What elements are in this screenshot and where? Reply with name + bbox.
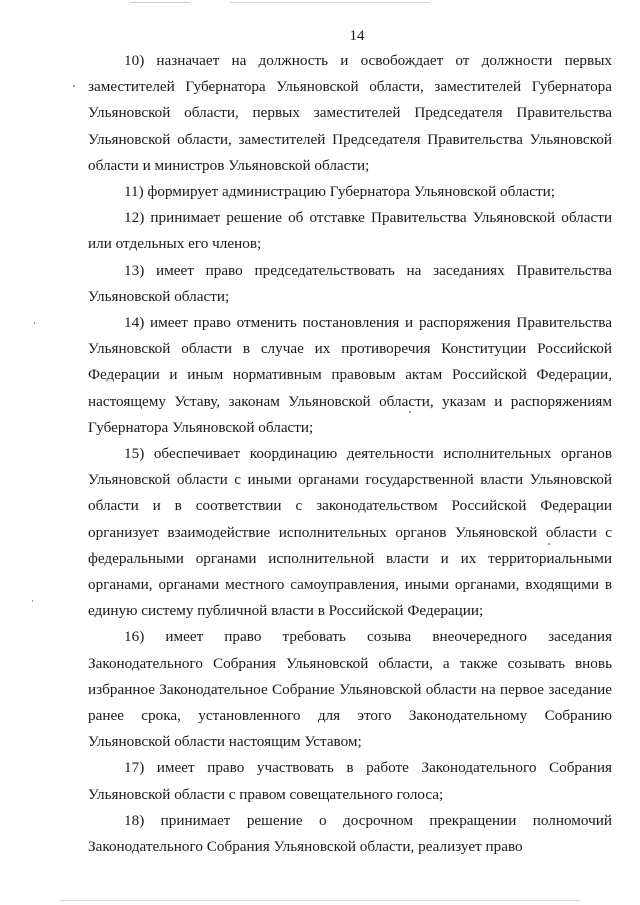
paragraph-item-14: 14) имеет право отменить постановления и распоряжения Правительства Ульяновской области в случае их противоречия Конституции Российской Федерации и иным нормативным правовым актам Российской Федерации, настоящему Уставу, законам Ульяновской области, указам и распоряжениям Губернатора Ульяновской области; [88,314,612,436]
paragraph-item-18: 18) принимает решение о досрочном прекращении полномочий Законодательного Собрания Ульяновской области, реализует право [88,811,612,856]
scan-speck [130,2,190,3]
paragraph-item-10: 10) назначает на должность и освобождает от должности первых заместителей Губернатора Ульяновской области, заместителей Губернатора Ульяновской области, первых заместителей Председателя Правительства Ульяновской области, заместителей Председателя Правительства Ульяновской области и министров Ульяновской области; [88,52,612,174]
paragraph-item-13: 13) имеет право председательствовать на заседаниях Правительства Ульяновской области; [88,261,612,305]
scan-speck [73,85,75,87]
paragraph-item-17: 17) имеет право участвовать в работе Законодательного Собрания Ульяновской области с правом совещательного голоса; [88,759,612,803]
paragraph-item-12: 12) принимает решение об отставке Правительства Ульяновской области или отдельных его членов; [88,209,612,253]
paragraph-item-11: 11) формирует администрацию Губернатора Ульяновской области; [124,183,556,201]
scan-speck [60,900,580,901]
scan-speck [34,322,35,324]
scan-speck [32,600,33,602]
page-number: 14 [349,28,365,44]
scan-speck [409,411,411,413]
paragraph-item-16: 16) имеет право требовать созыва внеочередного заседания Законодательного Собрания Ульяновской области, а также созывать вновь избранное Законодательное Собрание Ульяновской области на первое заседание ранее срока, установленного для этого Законодательному Собранию Ульяновской области настоящим Уставом; [88,628,612,751]
scan-speck [548,543,550,545]
scan-speck [230,2,430,3]
paragraph-item-15: 15) обеспечивает координацию деятельности исполнительных органов Ульяновской области с иными органами государственной власти Ульяновской области и в соответствии с законодательством Российской Федерации организует взаимодействие исполнительных органов Ульяновской области с федеральными органами исполнительной власти и их территориальными органами, органами местного самоуправления, иными органами, входящими в единую систему публичной власти в Российской Федерации; [88,445,612,620]
